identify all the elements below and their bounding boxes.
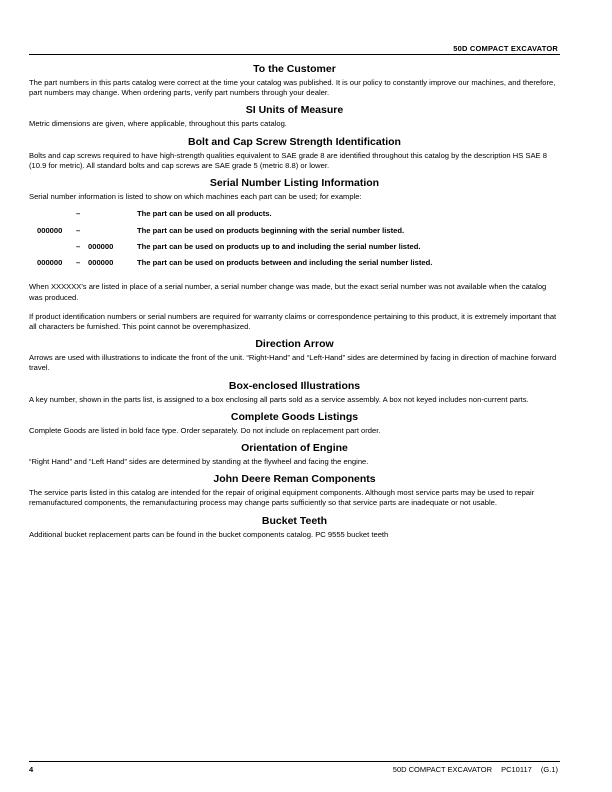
serial-note-xxxxxx: When XXXXXX's are listed in place of a serial number, a serial number change was made, but the exact serial number was not available when the catalog was produced. bbox=[29, 282, 547, 302]
section-bolt-strength bbox=[29, 136, 560, 171]
section-body: Complete Goods are listed in bold face type. Order separately. Do not include on replacement part order. bbox=[29, 425, 381, 435]
serial-description: The part can be used on products beginning with the serial number listed. bbox=[137, 225, 405, 235]
running-header: 50D COMPACT EXCAVATOR bbox=[453, 44, 558, 53]
section-title: To the Customer bbox=[253, 63, 336, 75]
page-content bbox=[29, 60, 560, 546]
serial-to: 000000 bbox=[88, 258, 114, 268]
section-complete-goods bbox=[29, 411, 560, 436]
section-body: Serial number information is listed to show on which machines each part can be used; for example: bbox=[29, 192, 362, 202]
section-title: Direction Arrow bbox=[255, 338, 334, 351]
section-body: Additional bucket replacement parts can be found in the bucket components catalog. PC 9555 bucket teeth bbox=[29, 529, 389, 539]
section-body: The part numbers in this parts catalog were correct at the time your catalog was published. It is our policy to constantly improve our machines, and therefore, part numbers may change. When ordering parts, verify part numbers through your dealer. bbox=[29, 78, 556, 98]
section-title: Bolt and Cap Screw Strength Identification bbox=[188, 135, 401, 148]
section-to-the-customer bbox=[29, 63, 560, 98]
serial-example-row bbox=[29, 258, 560, 274]
footer-revision: (G.1) bbox=[540, 765, 558, 774]
section-body: Arrows are used with illustrations to indicate the front of the unit. “Right-Hand” and “Left-Hand” sides are determined by facing in direction of machine forward travel. bbox=[29, 353, 557, 373]
section-si-units bbox=[29, 104, 560, 129]
footer-product: 50D COMPACT EXCAVATOR bbox=[392, 765, 492, 774]
section-title: John Deere Reman Components bbox=[213, 473, 376, 486]
section-box-enclosed bbox=[29, 380, 560, 405]
section-title: SI Units of Measure bbox=[245, 104, 344, 117]
serial-example-row bbox=[29, 226, 560, 242]
section-title: Serial Number Listing Information bbox=[209, 177, 380, 190]
section-engine-orientation bbox=[29, 442, 560, 467]
serial-description: The part can be used on all products. bbox=[137, 209, 272, 219]
section-body: A key number, shown in the parts list, is assigned to a box enclosing all parts sold as a service assembly. A box not keyed includes non-current parts. bbox=[29, 394, 529, 404]
serial-description: The part can be used on products between and including the serial number listed. bbox=[137, 258, 433, 268]
section-reman-components bbox=[29, 473, 560, 508]
section-body: “Right Hand” and “Left Hand” sides are determined by standing at the flywheel and facing the engine. bbox=[29, 457, 369, 467]
serial-from: 000000 bbox=[37, 258, 63, 268]
serial-example-row bbox=[29, 209, 560, 225]
serial-to: 000000 bbox=[88, 241, 114, 251]
serial-note-warranty: If product identification numbers or serial numbers are required for warranty claims or correspondence pertaining to this product, it is extremely important that all characters be furnished. This point cannot be overemphasized. bbox=[29, 311, 557, 332]
section-body: Bolts and cap screws required to have high-strength qualities equivalent to SAE grade 8 are identified throughout this catalog by the description HS SAE 8 (10.9 for metric). All standard bolts and cap screws are SAE grade 5 (metric 8.8) or lower. bbox=[29, 150, 547, 170]
section-title: Complete Goods Listings bbox=[230, 410, 359, 423]
serial-example-row bbox=[29, 242, 560, 258]
page-number: 4 bbox=[29, 765, 34, 774]
section-body: Metric dimensions are given, where applicable, throughout this parts catalog. bbox=[29, 119, 287, 129]
section-bucket-teeth bbox=[29, 515, 560, 540]
serial-description: The part can be used on products up to and including the serial number listed. bbox=[137, 241, 421, 251]
footer-rule bbox=[29, 761, 560, 762]
serial-dash: – bbox=[76, 209, 81, 219]
header-rule bbox=[29, 54, 560, 55]
serial-dash: – bbox=[76, 258, 81, 268]
footer-catalog-number: PC10117 bbox=[501, 765, 532, 774]
serial-number-examples bbox=[29, 209, 560, 274]
section-title: Bucket Teeth bbox=[261, 514, 328, 527]
serial-dash: – bbox=[76, 241, 81, 251]
section-title: Box-enclosed Illustrations bbox=[228, 379, 361, 392]
serial-from: 000000 bbox=[37, 225, 63, 235]
section-serial-number bbox=[29, 177, 560, 332]
section-title: Orientation of Engine bbox=[241, 442, 348, 455]
serial-dash: – bbox=[76, 225, 81, 235]
section-body: The service parts listed in this catalog are intended for the repair of original equipment components. Although most service parts may be used to repair remanufactured components, the remanufacturing process may change parts sufficiently so that service parts are inadequate or not usable. bbox=[29, 488, 535, 508]
section-direction-arrow bbox=[29, 338, 560, 373]
footer-info bbox=[393, 765, 558, 774]
